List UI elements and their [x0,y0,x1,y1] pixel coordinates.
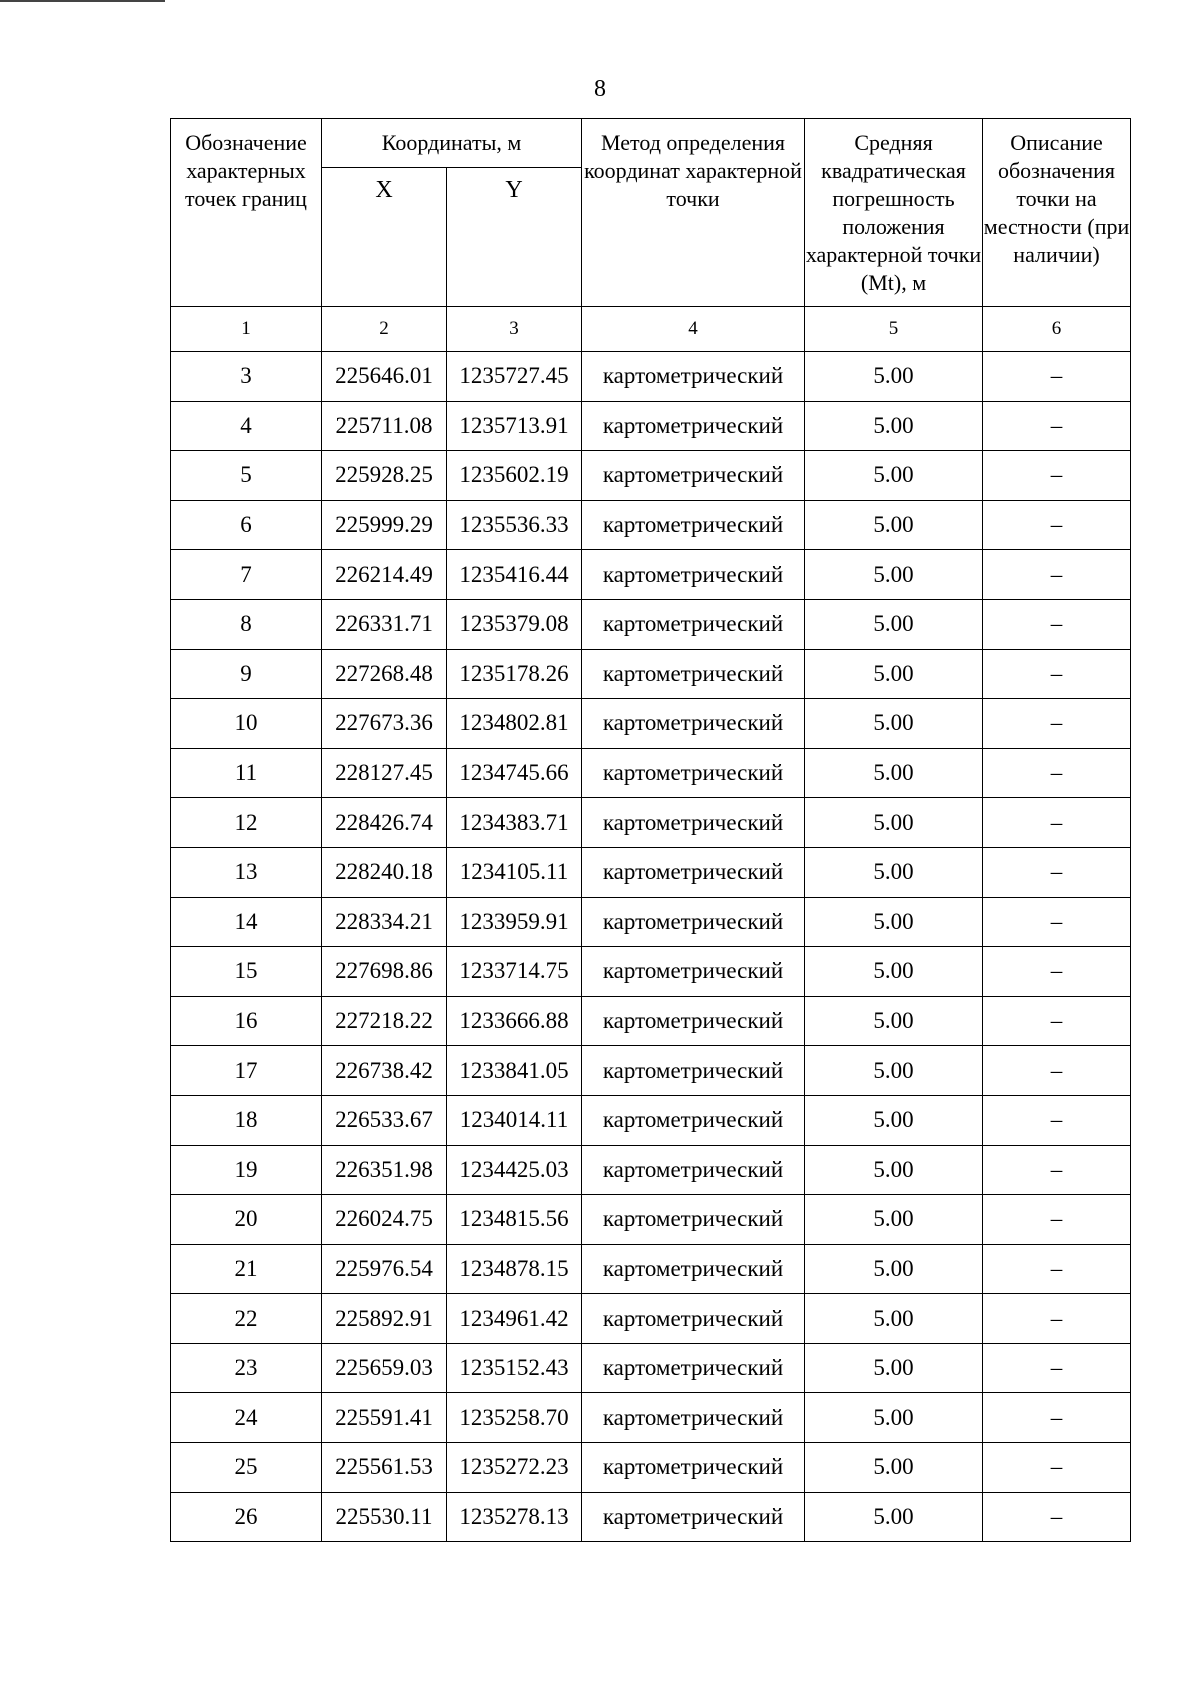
cell-error: 5.00 [805,500,983,550]
cell-error: 5.00 [805,401,983,451]
cell-description: – [983,401,1131,451]
cell-error: 5.00 [805,1343,983,1393]
cell-point: 23 [171,1343,322,1393]
cell-y: 1234105.11 [447,847,582,897]
cell-error: 5.00 [805,550,983,600]
cell-y: 1234014.11 [447,1095,582,1145]
cell-method: картометрический [582,1145,805,1195]
cell-description: – [983,1443,1131,1493]
cell-description: – [983,798,1131,848]
header-method: Метод определения координат характерной точки [582,119,805,307]
table-row [171,1145,1131,1195]
cell-description: – [983,748,1131,798]
cell-method: картометрический [582,1443,805,1493]
cell-x: 226331.71 [322,599,447,649]
cell-point: 12 [171,798,322,848]
header-description: Описание обозначения точки на местности (при наличии) [983,119,1131,307]
cell-y: 1235379.08 [447,599,582,649]
header-y: Y [447,168,582,307]
cell-point: 20 [171,1195,322,1245]
cell-x: 226024.75 [322,1195,447,1245]
table-row [171,1294,1131,1344]
cell-point: 16 [171,996,322,1046]
cell-error: 5.00 [805,748,983,798]
cell-y: 1233959.91 [447,897,582,947]
cell-x: 225530.11 [322,1492,447,1542]
cell-point: 17 [171,1046,322,1096]
cell-x: 228334.21 [322,897,447,947]
cell-point: 22 [171,1294,322,1344]
cell-point: 13 [171,847,322,897]
cell-error: 5.00 [805,1393,983,1443]
cell-error: 5.00 [805,649,983,699]
table-row [171,1195,1131,1245]
table-row [171,500,1131,550]
table-row [171,947,1131,997]
cell-y: 1235178.26 [447,649,582,699]
cell-description: – [983,1393,1131,1443]
cell-method: картометрический [582,352,805,402]
cell-x: 226351.98 [322,1145,447,1195]
cell-y: 1235272.23 [447,1443,582,1493]
cell-method: картометрический [582,1244,805,1294]
table-row [171,996,1131,1046]
cell-y: 1235152.43 [447,1343,582,1393]
table-row [171,1393,1131,1443]
cell-y: 1234815.56 [447,1195,582,1245]
cell-method: картометрический [582,748,805,798]
cell-method: картометрический [582,897,805,947]
table-row [171,649,1131,699]
cell-method: картометрический [582,401,805,451]
column-number: 6 [983,307,1131,352]
cell-x: 228240.18 [322,847,447,897]
cell-x: 225892.91 [322,1294,447,1344]
cell-description: – [983,451,1131,501]
cell-y: 1234745.66 [447,748,582,798]
page-number: 8 [594,76,606,102]
table-row [171,451,1131,501]
cell-description: – [983,1145,1131,1195]
column-number: 1 [171,307,322,352]
header-point: Обозначение характерных точек границ [171,119,322,307]
cell-point: 11 [171,748,322,798]
cell-method: картометрический [582,1343,805,1393]
cell-x: 228426.74 [322,798,447,848]
cell-x: 225928.25 [322,451,447,501]
table-row [171,352,1131,402]
column-numbers-row [171,307,1131,352]
cell-x: 227673.36 [322,699,447,749]
cell-description: – [983,996,1131,1046]
cell-point: 9 [171,649,322,699]
cell-x: 227218.22 [322,996,447,1046]
cell-point: 15 [171,947,322,997]
cell-y: 1235416.44 [447,550,582,600]
cell-x: 226214.49 [322,550,447,600]
cell-x: 225659.03 [322,1343,447,1393]
column-number: 2 [322,307,447,352]
cell-method: картометрический [582,500,805,550]
cell-y: 1235536.33 [447,500,582,550]
cell-x: 225711.08 [322,401,447,451]
cell-point: 10 [171,699,322,749]
cell-x: 225646.01 [322,352,447,402]
cell-description: – [983,1343,1131,1393]
cell-x: 227698.86 [322,947,447,997]
cell-method: картометрический [582,798,805,848]
table-row [171,897,1131,947]
cell-y: 1235713.91 [447,401,582,451]
cell-description: – [983,1195,1131,1245]
cell-point: 19 [171,1145,322,1195]
cell-x: 225999.29 [322,500,447,550]
cell-point: 6 [171,500,322,550]
cell-point: 26 [171,1492,322,1542]
header-row-1 [171,119,1131,168]
cell-error: 5.00 [805,1046,983,1096]
column-number: 3 [447,307,582,352]
cell-description: – [983,897,1131,947]
cell-point: 24 [171,1393,322,1443]
cell-description: – [983,649,1131,699]
table-row [171,699,1131,749]
cell-error: 5.00 [805,1244,983,1294]
table-row [171,1095,1131,1145]
cell-x: 228127.45 [322,748,447,798]
cell-description: – [983,947,1131,997]
cell-description: – [983,352,1131,402]
cell-description: – [983,1046,1131,1096]
cell-method: картометрический [582,649,805,699]
cell-point: 25 [171,1443,322,1493]
table-row [171,798,1131,848]
scan-edge-mark [0,0,165,2]
cell-y: 1233666.88 [447,996,582,1046]
cell-point: 3 [171,352,322,402]
cell-method: картометрический [582,599,805,649]
cell-method: картометрический [582,699,805,749]
coordinates-table [170,118,1131,1542]
cell-description: – [983,599,1131,649]
cell-method: картометрический [582,996,805,1046]
cell-method: картометрический [582,1492,805,1542]
column-number: 5 [805,307,983,352]
cell-y: 1234425.03 [447,1145,582,1195]
cell-y: 1234383.71 [447,798,582,848]
cell-method: картометрический [582,1046,805,1096]
cell-description: – [983,1244,1131,1294]
cell-description: – [983,1492,1131,1542]
cell-y: 1233841.05 [447,1046,582,1096]
cell-y: 1235278.13 [447,1492,582,1542]
table-row [171,1046,1131,1096]
cell-error: 5.00 [805,1294,983,1344]
cell-method: картометрический [582,451,805,501]
table-row [171,748,1131,798]
cell-description: – [983,1294,1131,1344]
cell-y: 1234878.15 [447,1244,582,1294]
table-row [171,1443,1131,1493]
cell-error: 5.00 [805,1145,983,1195]
cell-error: 5.00 [805,1443,983,1493]
cell-error: 5.00 [805,847,983,897]
cell-method: картометрический [582,1393,805,1443]
cell-error: 5.00 [805,352,983,402]
header-coordinates: Координаты, м [322,119,582,168]
cell-method: картометрический [582,1195,805,1245]
cell-point: 5 [171,451,322,501]
cell-method: картометрический [582,947,805,997]
cell-point: 7 [171,550,322,600]
cell-x: 226738.42 [322,1046,447,1096]
cell-x: 226533.67 [322,1095,447,1145]
table-row [171,550,1131,600]
cell-point: 14 [171,897,322,947]
cell-x: 227268.48 [322,649,447,699]
cell-method: картометрический [582,1095,805,1145]
cell-error: 5.00 [805,947,983,997]
cell-error: 5.00 [805,798,983,848]
cell-error: 5.00 [805,451,983,501]
column-number: 4 [582,307,805,352]
cell-y: 1233714.75 [447,947,582,997]
table-row [171,401,1131,451]
cell-y: 1235258.70 [447,1393,582,1443]
cell-error: 5.00 [805,599,983,649]
cell-y: 1235602.19 [447,451,582,501]
header-x: X [322,168,447,307]
cell-y: 1234961.42 [447,1294,582,1344]
cell-error: 5.00 [805,1095,983,1145]
cell-description: – [983,550,1131,600]
table-row [171,599,1131,649]
cell-description: – [983,699,1131,749]
cell-y: 1234802.81 [447,699,582,749]
cell-y: 1235727.45 [447,352,582,402]
table-row [171,847,1131,897]
cell-error: 5.00 [805,1195,983,1245]
cell-method: картометрический [582,550,805,600]
cell-description: – [983,500,1131,550]
cell-error: 5.00 [805,996,983,1046]
cell-method: картометрический [582,1294,805,1344]
cell-error: 5.00 [805,1492,983,1542]
table-row [171,1343,1131,1393]
cell-error: 5.00 [805,897,983,947]
cell-x: 225591.41 [322,1393,447,1443]
cell-x: 225976.54 [322,1244,447,1294]
cell-method: картометрический [582,847,805,897]
table-row [171,1492,1131,1542]
cell-point: 4 [171,401,322,451]
cell-point: 8 [171,599,322,649]
header-error: Средняя квадратическая погрешность положения характерной точки (Mt), м [805,119,983,307]
cell-point: 18 [171,1095,322,1145]
cell-error: 5.00 [805,699,983,749]
cell-description: – [983,1095,1131,1145]
cell-description: – [983,847,1131,897]
cell-point: 21 [171,1244,322,1294]
cell-x: 225561.53 [322,1443,447,1493]
table-row [171,1244,1131,1294]
